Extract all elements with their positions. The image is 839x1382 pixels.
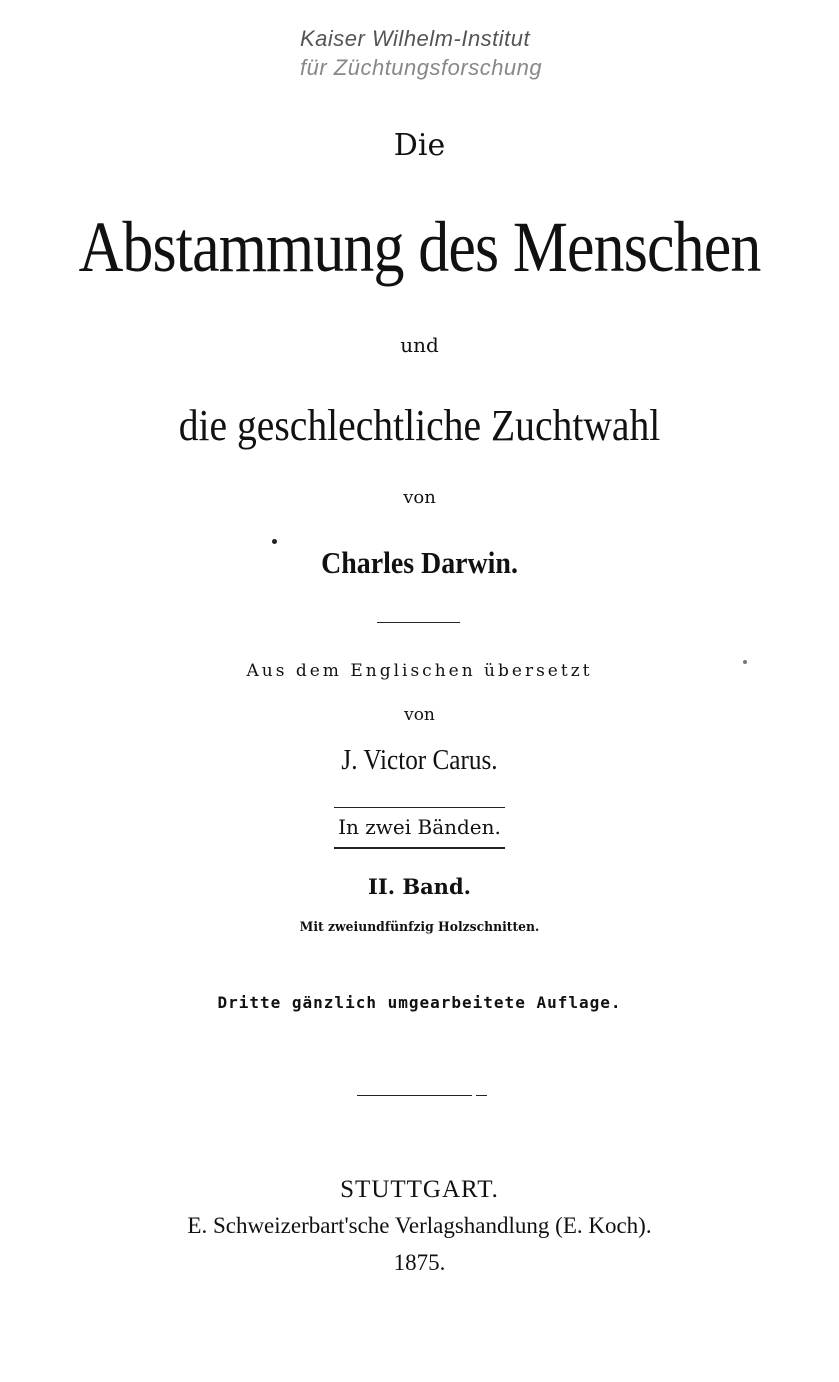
paper-speck <box>743 660 747 664</box>
illustrations-note: Mit zweiundfünfzig Holzschnitten. <box>299 920 540 935</box>
volume-number: II. Band. <box>368 874 471 899</box>
divider-rule-1 <box>377 622 460 623</box>
title-conjunction: und <box>400 333 439 357</box>
translator-by: von <box>404 705 435 725</box>
divider-rule-2a <box>357 1095 472 1096</box>
divider-rule-2b <box>476 1095 487 1096</box>
author-by: von <box>403 487 436 508</box>
book-title: Abstammung des Menschen <box>78 207 761 287</box>
ink-dot <box>272 539 277 544</box>
volumes-rule-bottom <box>334 847 505 849</box>
imprint-publisher: E. Schweizerbart'sche Verlagshandlung (E. Koch). <box>187 1213 652 1238</box>
title-article: Die <box>393 128 446 163</box>
stamp-line-2: für Züchtungsforschung <box>300 55 543 80</box>
book-subtitle: die geschlechtliche Zuchtwahl <box>178 401 661 450</box>
translator-name: J. Victor Carus. <box>341 745 498 776</box>
volumes-rule-top <box>334 807 505 808</box>
library-stamp <box>300 24 580 82</box>
imprint-year: 1875. <box>393 1250 446 1275</box>
translation-note: Aus dem Englischen übersetzt <box>246 661 593 681</box>
author-name: Charles Darwin. <box>321 545 518 580</box>
volumes-note: In zwei Bänden. <box>338 815 501 839</box>
stamp-line-1: Kaiser Wilhelm-Institut <box>300 26 531 51</box>
edition-note: Dritte gänzlich umgearbeitete Auflage. <box>217 993 622 1012</box>
imprint-city: STUTTGART. <box>340 1176 499 1203</box>
